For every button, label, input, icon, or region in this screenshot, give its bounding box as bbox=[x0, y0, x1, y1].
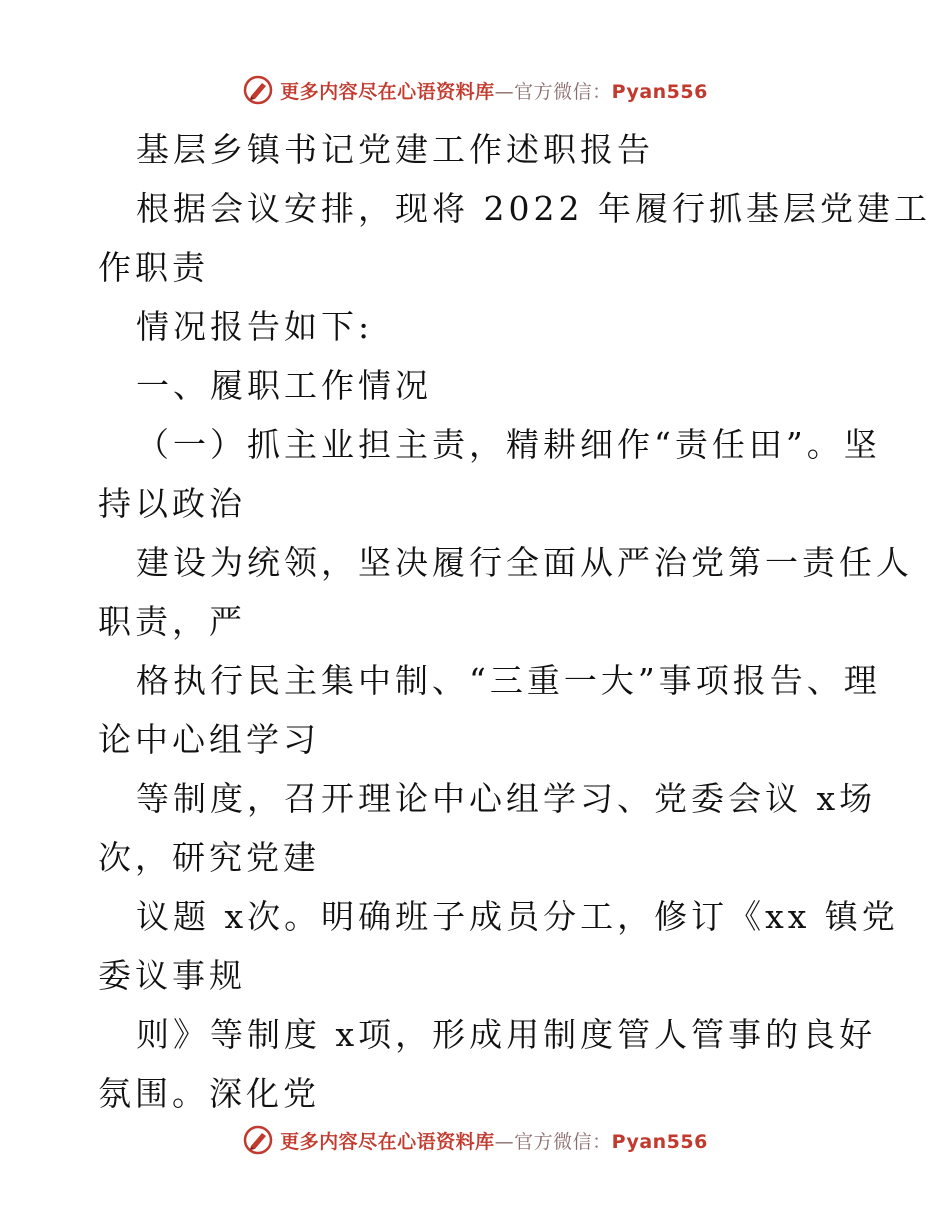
document-line: 议题 x次。明确班子成员分工，修订《xx 镇党 bbox=[136, 897, 899, 936]
footer-watermark-separator: —官方微信： bbox=[494, 1130, 612, 1153]
section-heading: 一、履职工作情况 bbox=[136, 366, 432, 405]
header-watermark-id: Pyan556 bbox=[611, 80, 708, 103]
document-line: 职责，严 bbox=[98, 602, 246, 641]
header-watermark-main: 更多内容尽在心语资料库 bbox=[280, 80, 495, 103]
document-line: 论中心组学习 bbox=[98, 720, 320, 759]
footer-watermark-banner bbox=[0, 1120, 950, 1160]
document-title: 基层乡镇书记党建工作述职报告 bbox=[136, 130, 654, 169]
footer-watermark-main: 更多内容尽在心语资料库 bbox=[280, 1130, 495, 1153]
header-watermark-text bbox=[280, 77, 708, 104]
footer-watermark-id: Pyan556 bbox=[611, 1130, 708, 1153]
pen-logo-icon bbox=[242, 74, 274, 106]
document-line: 持以政治 bbox=[98, 484, 246, 523]
document-line: 格执行民主集中制、“三重一大”事项报告、理 bbox=[136, 661, 881, 700]
document-line: 根据会议安排，现将 2022 年履行抓基层党建工 bbox=[136, 189, 931, 228]
document-line: 氛围。深化党 bbox=[98, 1074, 320, 1113]
pen-logo-icon bbox=[242, 1124, 274, 1156]
document-body bbox=[98, 120, 931, 1123]
document-line: 则》等制度 x项，形成用制度管人管事的良好 bbox=[136, 1015, 877, 1054]
document-line: （一）抓主业担主责，精耕细作“责任田”。坚 bbox=[136, 425, 881, 464]
footer-watermark-text bbox=[280, 1127, 708, 1154]
document-line: 次，研究党建 bbox=[98, 838, 320, 877]
document-line: 作职责 bbox=[98, 248, 209, 287]
document-line: 等制度，召开理论中心组学习、党委会议 x场 bbox=[136, 779, 877, 818]
header-watermark-separator: —官方微信： bbox=[494, 80, 612, 103]
document-line: 情况报告如下: bbox=[136, 307, 374, 346]
document-line: 委议事规 bbox=[98, 956, 246, 995]
header-watermark-banner bbox=[0, 70, 950, 110]
document-line: 建设为统领，坚决履行全面从严治党第一责任人 bbox=[136, 543, 913, 582]
